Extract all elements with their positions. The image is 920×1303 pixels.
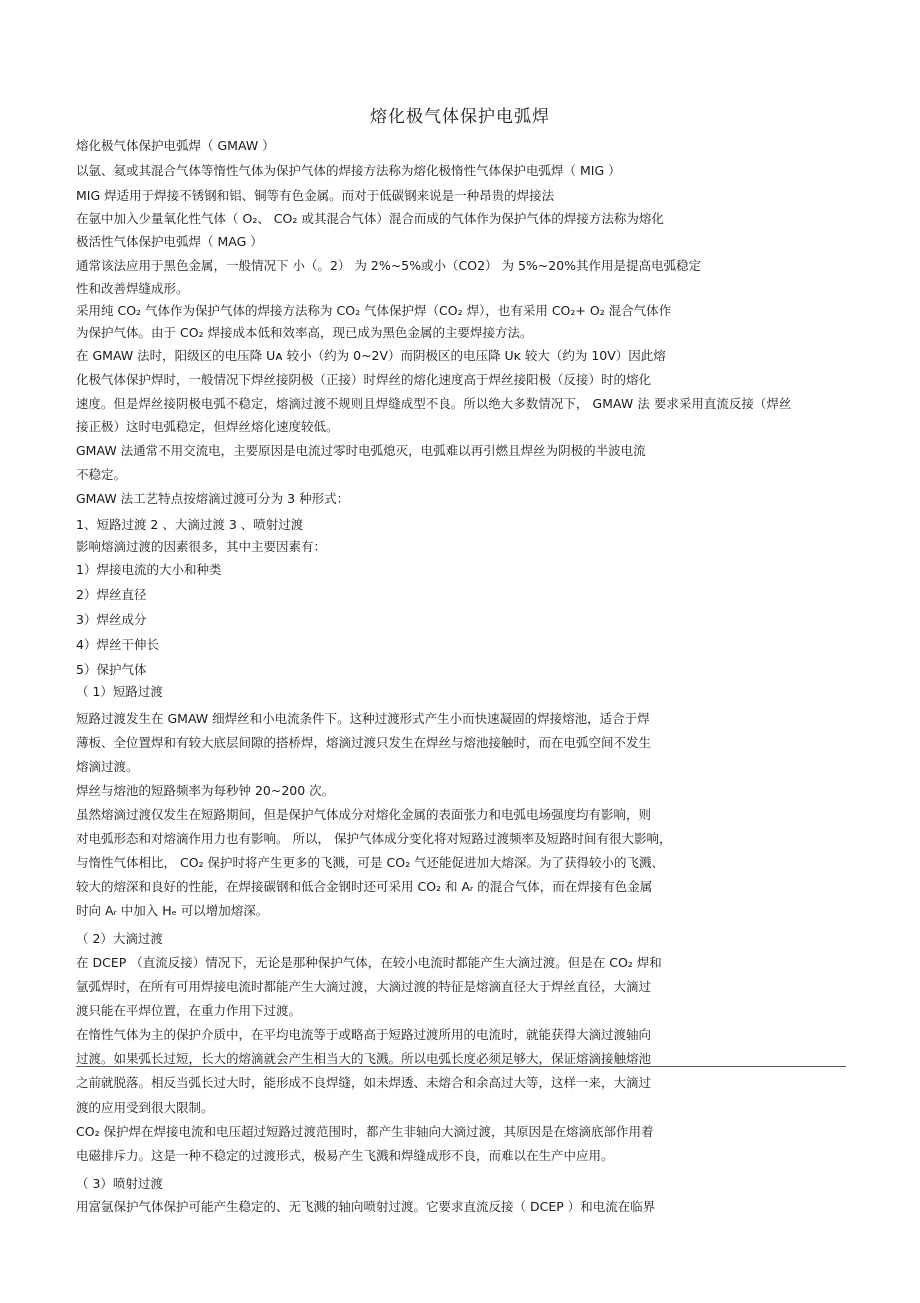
text-line: 熔化极气体保护电弧焊（ GMAW ） <box>76 138 275 153</box>
text-line: 通常该法应用于黑色金属，一般情况下 小（。2） 为 2%~5%或小（CO2） 为 5%~20%其作用是提高电弧稳定 <box>76 258 702 273</box>
text-line: 之前就脱落。相反当弧长过大时，能形成不良焊缝，如未焊透、未熔合和余高过大等，这样一来，大滴过 <box>76 1075 652 1090</box>
text-line: CO₂ 保护焊在焊接电流和电压超过短路过渡范围时，都产生非轴向大滴过渡，其原因是在熔滴底部作用着 <box>76 1124 654 1139</box>
text-line: 渡只能在平焊位置，在重力作用下过渡。 <box>76 1003 302 1018</box>
text-line: 不稳定。 <box>76 467 127 482</box>
text-line: 速度。但是焊丝接阴极电弧不稳定，熔滴过渡不规则且焊缝成型不良。所以绝大多数情况下， GMAW 法 要求采用直流反接（焊丝 <box>76 397 792 411</box>
text-line: 在惰性气体为主的保护介质中，在平均电流等于或略高于短路过渡所用的电流时，就能获得大滴过渡轴向 <box>76 1027 652 1042</box>
text-line: 1）焊接电流的大小和种类 <box>76 562 222 577</box>
text-line: 短路过渡发生在 GMAW 细焊丝和小电流条件下。这种过渡形式产生小而快速凝固的焊接熔池，适合于焊 <box>76 711 650 726</box>
section-heading: （ 2）大滴过渡 <box>76 931 163 946</box>
text-line: 2）焊丝直径 <box>76 587 147 602</box>
text-line: MIG 焊适用于焊接不锈钢和铝、铜等有色金属。而对于低碳钢来说是一种昂贵的焊接法 <box>76 188 555 203</box>
text-line: 焊丝与熔池的短路频率为每秒钟 20~200 次。 <box>76 783 335 798</box>
text-line: 氩弧焊时，在所有可用焊接电流时都能产生大滴过渡，大滴过渡的特征是熔滴直径大于焊丝直径，大滴过 <box>76 979 652 994</box>
section-heading: （ 3）喷射过渡 <box>76 1176 163 1191</box>
text-line: 1、短路过渡 2 、大滴过渡 3 、喷射过渡 <box>76 517 304 532</box>
text-line: GMAW 法通常不用交流电，主要原因是电流过零时电弧熄灭，电弧难以再引燃且焊丝为阴极的半波电流 <box>76 443 646 458</box>
text-line: 虽然熔滴过渡仅发生在短路期间，但是保护气体成分对熔化金属的表面张力和电弧电场强度均有影响，则 <box>76 807 652 822</box>
text-line: 在 DCEP （直流反接）情况下，无论是那种保护气体，在较小电流时都能产生大滴过渡。但是在 CO₂ 焊和 <box>76 955 662 970</box>
text-line: 过渡。如果弧长过短，长大的熔滴就会产生相当大的飞溅。所以电弧长度必须足够大，保证熔滴接触熔池 <box>76 1051 652 1066</box>
text-line: 薄板、全位置焊和有较大底层间隙的搭桥焊，熔滴过渡只发生在焊丝与熔池接触时，而在电弧空间不发生 <box>76 735 652 750</box>
text-line: 接正极）这时电弧稳定，但焊丝熔化速度较低。 <box>76 419 339 434</box>
page-title: 熔化极气体保护电弧焊 <box>370 107 550 127</box>
text-line: 极活性气体保护电弧焊（ MAG ） <box>76 234 263 249</box>
text-line: 电磁排斥力。这是一种不稳定的过渡形式，极易产生飞溅和焊缝成形不良，而难以在生产中应用。 <box>76 1148 614 1163</box>
text-line: 以氩、氦或其混合气体等惰性气体为保护气体的焊接方法称为熔化极惰性气体保护电弧焊（ MIG ） <box>76 163 621 178</box>
text-line: 性和改善焊缝成形。 <box>76 281 189 296</box>
section-heading: （ 1）短路过渡 <box>76 684 163 699</box>
text-line: 化极气体保护焊时，一般情况下焊丝接阴极（正接）时焊丝的熔化速度高于焊丝接阳极（反接）时的熔化 <box>76 372 652 387</box>
text-line: 在氩中加入少量氧化性气体（ O₂、 CO₂ 或其混合气体）混合而成的气体作为保护气体的焊接方法称为熔化 <box>76 211 664 226</box>
text-line: 渡的应用受到很大限制。 <box>76 1100 214 1115</box>
text-line: 3）焊丝成分 <box>76 612 147 627</box>
text-line: 用富氩保护气体保护可能产生稳定的、无飞溅的轴向喷射过渡。它要求直流反接（ DCEP ）和电流在临界 <box>76 1199 656 1214</box>
text-line: 较大的熔深和良好的性能，在焊接碳钢和低合金钢时还可采用 CO₂ 和 Aᵣ 的混合气体，而在焊接有色金属 <box>76 879 653 894</box>
text-line: 采用纯 CO₂ 气体作为保护气体的焊接方法称为 CO₂ 气体保护焊（CO₂ 焊），也有采用 CO₂+ O₂ 混合气体作 <box>76 303 672 318</box>
text-line: 影响熔滴过渡的因素很多，其中主要因素有： <box>76 539 327 554</box>
text-line: GMAW 法工艺特点按熔滴过渡可分为 3 种形式： <box>76 491 350 506</box>
text-line: 4）焊丝干伸长 <box>76 637 159 652</box>
text-line: 熔滴过渡。 <box>76 759 139 774</box>
text-line: 为保护气体。由于 CO₂ 焊接成本低和效率高，现已成为黑色金属的主要焊接方法。 <box>76 325 533 340</box>
text-line: 5）保护气体 <box>76 662 147 677</box>
text-line: 在 GMAW 法时，阳级区的电压降 Uᴀ 较小（约为 0~2V）而阴极区的电压降 Uᴋ 较大（约为 10V）因此熔 <box>76 348 666 363</box>
horizontal-rule <box>76 1066 846 1067</box>
text-line: 时向 Aᵣ 中加入 Hₑ 可以增加熔深。 <box>76 903 269 918</box>
text-line: 与惰性气体相比， CO₂ 保护时将产生更多的飞溅，可是 CO₂ 气还能促进加大熔深。为了获得较小的飞溅、 <box>76 855 665 870</box>
text-line: 对电弧形态和对熔滴作用力也有影响。 所以， 保护气体成分变化将对短路过渡频率及短路时间有很大影响， <box>76 831 672 846</box>
